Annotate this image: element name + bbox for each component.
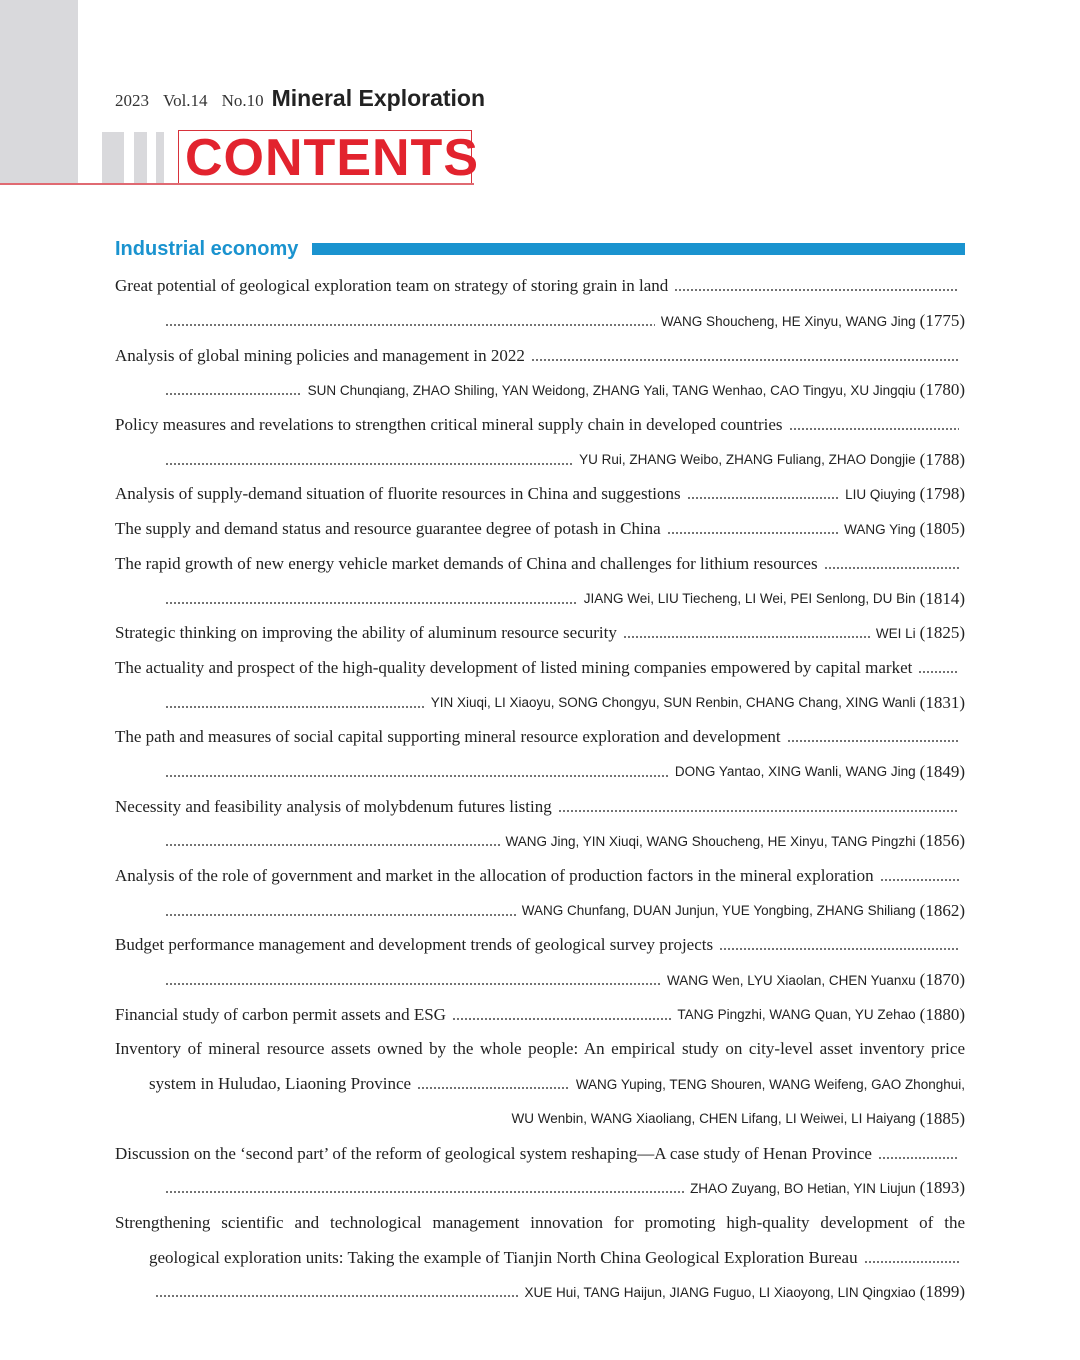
- entry-page: (1831): [919, 692, 965, 712]
- entry-authors: XUE Hui, TANG Haijun, JIANG Fuguo, LI Xiaoyong, LIN Qingxiao: [524, 1284, 916, 1300]
- toc-entry-byline: [115, 893, 965, 928]
- leader-dots: [452, 1018, 671, 1020]
- toc-entry[interactable]: [115, 789, 965, 824]
- entry-authors: WANG Wen, LYU Xiaolan, CHEN Yuanxu: [667, 972, 916, 988]
- toc-entry-byline: [115, 442, 965, 477]
- entry-authors: JIANG Wei, LIU Tiecheng, LI Wei, PEI Senlong, DU Bin: [583, 591, 916, 607]
- toc-entry[interactable]: [115, 997, 965, 1032]
- leader-dots: [165, 844, 500, 846]
- entry-title: Analysis of the role of government and market in the allocation of production factors in the mineral exploration: [115, 866, 874, 886]
- toc-entry-byline: [115, 581, 965, 616]
- leader-dots: [165, 983, 661, 985]
- entry-page: (1825): [919, 623, 965, 643]
- toc-entry-byline: [115, 373, 965, 408]
- entry-title: The path and measures of social capital supporting mineral resource exploration and development: [115, 727, 781, 747]
- entry-title: Budget performance management and development trends of geological survey projects: [115, 935, 714, 955]
- leader-dots: [864, 1261, 959, 1263]
- entry-page: (1814): [919, 588, 965, 608]
- entry-title: Strategic thinking on improving the ability of aluminum resource security: [115, 623, 617, 643]
- leader-dots: [417, 1087, 570, 1089]
- leader-dots: [824, 567, 959, 569]
- entry-title-continued: system in Huludao, Liaoning Province: [149, 1074, 412, 1094]
- entry-page: (1856): [919, 831, 965, 851]
- toc-entry[interactable]: [115, 1206, 965, 1241]
- entry-title: Analysis of global mining policies and management in 2022: [115, 345, 525, 365]
- entry-page: (1805): [919, 519, 965, 539]
- toc-entry[interactable]: [115, 859, 965, 894]
- leader-dots: [165, 602, 578, 604]
- issue-number: No.10: [221, 91, 264, 110]
- corner-decoration: [0, 0, 78, 183]
- toc-entry-byline: [115, 1171, 965, 1206]
- leader-dots: [918, 671, 959, 673]
- toc-entry-byline: [115, 963, 965, 998]
- toc-entry[interactable]: [115, 616, 965, 651]
- entry-page: (1893): [919, 1178, 965, 1198]
- leader-dots: [165, 1191, 684, 1193]
- toc-entry[interactable]: [115, 338, 965, 373]
- contents-title: CONTENTS: [185, 129, 479, 187]
- leader-dots: [165, 324, 655, 326]
- leader-dots: [165, 393, 302, 395]
- toc-entry-byline: [115, 824, 965, 859]
- entry-authors: TANG Pingzhi, WANG Quan, YU Zehao: [677, 1007, 916, 1023]
- toc-entry[interactable]: [115, 269, 965, 304]
- entry-authors: SUN Chunqiang, ZHAO Shiling, YAN Weidong, ZHANG Yali, TANG Wenhao, CAO Tingyu, XU Jingqiu: [307, 382, 916, 398]
- entry-title: Discussion on the ‘second part’ of the reform of geological system reshaping—A case study of Henan Province: [115, 1143, 872, 1163]
- toc-entry-byline: [115, 755, 965, 790]
- leader-dots: [789, 428, 959, 430]
- entry-page: (1880): [919, 1004, 965, 1024]
- entry-authors: WANG Jing, YIN Xiuqi, WANG Shoucheng, HE Xinyu, TANG Pingzhi: [505, 833, 916, 849]
- leader-dots: [880, 879, 959, 881]
- toc-entry[interactable]: [115, 720, 965, 755]
- leader-dots: [687, 497, 839, 499]
- section-rule: [312, 243, 965, 255]
- entry-page: (1870): [919, 970, 965, 990]
- entry-page: (1849): [919, 761, 965, 781]
- leader-dots: [558, 810, 959, 812]
- entry-title-continued: geological exploration units: Taking the example of Tianjin North China Geological Exploration Bureau: [149, 1247, 858, 1267]
- entry-authors: WANG Yuping, TENG Shouren, WANG Weifeng, GAO Zhonghui,: [575, 1076, 965, 1092]
- leader-dots: [165, 775, 669, 777]
- section-header: [115, 236, 965, 262]
- entry-title: Necessity and feasibility analysis of molybdenum futures listing: [115, 796, 552, 816]
- toc-entry-byline: [115, 685, 965, 720]
- entry-title: Financial study of carbon permit assets and ESG: [115, 1004, 446, 1024]
- entry-authors: WANG Ying: [844, 521, 916, 537]
- issue-volume: Vol.14: [163, 91, 208, 110]
- entry-page: (1775): [919, 311, 965, 331]
- toc-entry[interactable]: [115, 651, 965, 686]
- entry-page: (1885): [919, 1108, 965, 1128]
- entry-authors: DONG Yantao, XING Wanli, WANG Jing: [674, 764, 916, 780]
- entry-authors: YIN Xiuqi, LI Xiaoyu, SONG Chongyu, SUN Renbin, CHANG Chang, XING Wanli: [430, 695, 916, 711]
- leader-dots: [674, 289, 959, 291]
- entry-authors: YU Rui, ZHANG Weibo, ZHANG Fuliang, ZHAO Dongjie: [579, 452, 916, 468]
- table-of-contents: [115, 269, 965, 1310]
- leader-dots: [165, 914, 516, 916]
- toc-entry-continued: [115, 1067, 965, 1102]
- header-stripe: [156, 132, 164, 183]
- leader-dots: [719, 948, 959, 950]
- toc-entry[interactable]: [115, 928, 965, 963]
- leader-dots: [155, 1295, 518, 1297]
- leader-dots: [531, 359, 959, 361]
- leader-dots: [878, 1157, 959, 1159]
- entry-authors: LIU Qiuying: [845, 486, 916, 502]
- section-title: Industrial economy: [115, 237, 299, 260]
- entry-title: Strengthening scientific and technological management innovation for promoting high-quality development of the: [115, 1212, 965, 1232]
- header-stripe: [134, 132, 147, 183]
- leader-dots: [667, 532, 838, 534]
- toc-entry[interactable]: [115, 1136, 965, 1171]
- toc-entry-continued: [115, 1240, 965, 1275]
- header-stripe: [102, 132, 124, 183]
- entry-title: Analysis of supply-demand situation of fluorite resources in China and suggestions: [115, 484, 681, 504]
- toc-entry-byline: [115, 1275, 965, 1310]
- entry-page: (1899): [919, 1282, 965, 1302]
- toc-entry-byline: [115, 1102, 965, 1137]
- leader-dots: [623, 636, 870, 638]
- leader-dots: [165, 706, 425, 708]
- entry-page: (1862): [919, 900, 965, 920]
- entry-authors-continued: WU Wenbin, WANG Xiaoliang, CHEN Lifang, LI Weiwei, LI Haiyang: [511, 1111, 916, 1127]
- entry-title: Policy measures and revelations to strengthen critical mineral supply chain in developed countries: [115, 415, 783, 435]
- toc-entry[interactable]: [115, 477, 965, 512]
- leader-dots: [165, 463, 573, 465]
- toc-entry-byline: [115, 304, 965, 339]
- entry-page: (1798): [919, 484, 965, 504]
- entry-page: (1788): [919, 449, 965, 469]
- entry-authors: ZHAO Zuyang, BO Hetian, YIN Liujun: [690, 1180, 916, 1196]
- journal-name: Mineral Exploration: [271, 85, 486, 111]
- toc-entry[interactable]: [115, 512, 965, 547]
- issue-info: [115, 84, 499, 115]
- entry-authors: WANG Chunfang, DUAN Junjun, YUE Yongbing, ZHANG Shiliang: [521, 903, 916, 919]
- leader-dots: [787, 740, 959, 742]
- entry-authors: WEI Li: [875, 625, 916, 641]
- entry-title: Inventory of mineral resource assets owned by the whole people: An empirical study on city-level asset inventory price: [115, 1039, 965, 1059]
- issue-year: 2023: [115, 91, 149, 110]
- entry-authors: WANG Shoucheng, HE Xinyu, WANG Jing: [660, 313, 916, 329]
- toc-entry[interactable]: [115, 547, 965, 582]
- entry-title: The supply and demand status and resource guarantee degree of potash in China: [115, 519, 661, 539]
- toc-entry[interactable]: [115, 408, 965, 443]
- entry-title: The rapid growth of new energy vehicle market demands of China and challenges for lithium resources: [115, 553, 818, 573]
- entry-title: Great potential of geological exploration team on strategy of storing grain in land: [115, 276, 669, 296]
- toc-entry[interactable]: [115, 1032, 965, 1067]
- entry-page: (1780): [919, 380, 965, 400]
- entry-title: The actuality and prospect of the high-quality development of listed mining companies empowered by capital market: [115, 657, 913, 677]
